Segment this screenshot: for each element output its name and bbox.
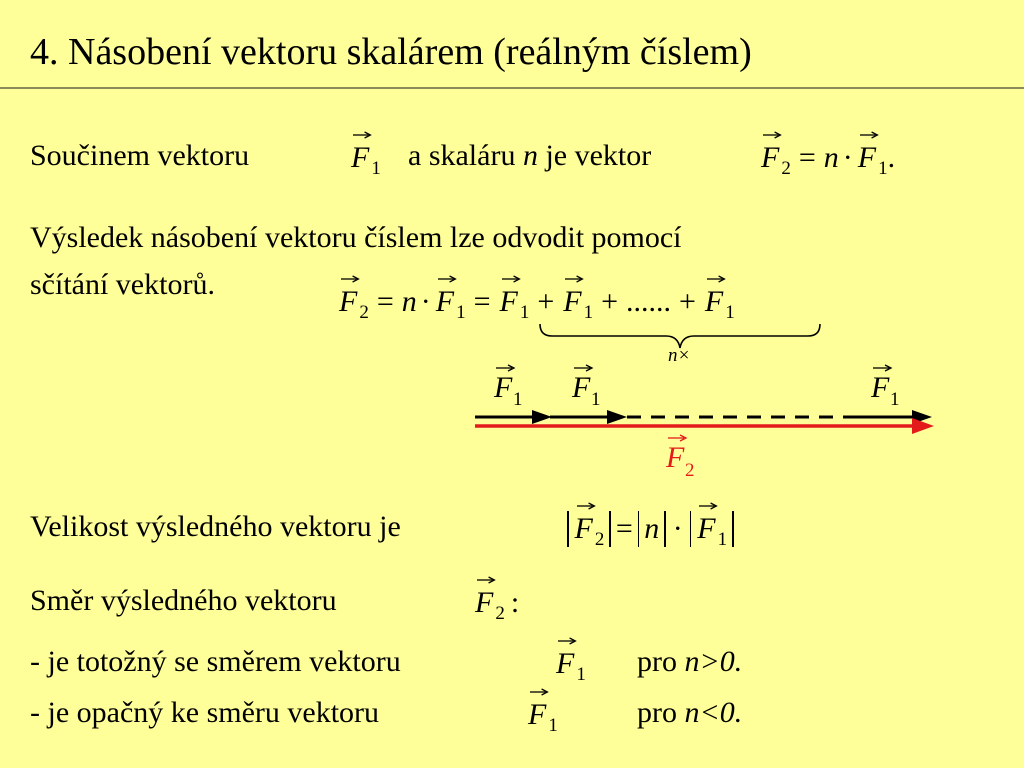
svg-text:2: 2 [685,460,695,481]
page-title: 4. Násobení vektoru skalárem (reálným číslem) [30,31,752,73]
line1-text-a: Součinem vektoru [30,139,250,172]
diagram-label-f1-a [493,365,523,410]
svg-text:F: F [572,371,591,404]
vector-arrow-icon [341,273,360,283]
svg-text:1: 1 [890,389,900,410]
direction-opposite-text: - je opačný ke směru vektoru [30,696,380,729]
svg-text:F: F [494,371,513,404]
vector-arrow-icon [530,686,549,696]
magnitude-text: Velikost výsledného vektoru je [30,510,401,543]
line1-text-b: a skaláru n je vektor [408,139,652,172]
vector-arrow-icon [477,574,496,584]
title-divider [0,87,1024,89]
diagram-label-f1-b [571,365,601,410]
equation-sum: F $_2$ = n · F $_1$ = F $_1$ + F $_1$ + ...... + F $_1$ [338,283,735,332]
vector-arrow-icon [707,273,726,283]
svg-text:1: 1 [591,389,601,410]
vector-f1: F $_1$ [350,139,381,188]
brace-label: n× [668,345,691,366]
vector-arrow-icon [438,273,457,283]
direction-text: Směr výsledného vektoru [30,584,337,617]
svg-text:F: F [666,441,685,474]
svg-text:1: 1 [513,389,523,410]
vector-arrow-icon [577,500,596,510]
vector-arrow-icon [565,273,584,283]
vector-arrow-icon [699,500,718,510]
equation-f2-def: F $_2$ = n · F $_1$. [760,139,895,188]
vector-arrow-icon [502,273,521,283]
svg-text:F: F [871,371,890,404]
equation-magnitude: F $_2$ = n · F $_1$ [562,510,739,559]
condition-negative: pro n<0. [637,696,743,729]
vector-f1-opposite: F $_1$ [527,696,558,745]
vector-diagram [460,355,950,495]
vector-symbol: F [350,139,370,177]
diagram-label-f1-c [870,365,900,410]
vector-arrow-icon [558,635,577,645]
condition-positive: pro n>0. [637,645,743,678]
vector-arrow-icon [860,129,879,139]
diagram-label-f2 [665,435,695,481]
vector-f2: F $_2$ : [474,584,519,633]
direction-same-text: - je totožný se směrem vektoru [30,645,401,678]
line3-text: sčítání vektorů. [30,268,215,301]
line2-text: Výsledek násobení vektoru číslem lze odvodit pomocí [30,221,682,254]
vector-arrow-icon [763,129,782,139]
vector-arrow-icon [353,129,372,139]
vector-f1-same: F $_1$ [555,645,586,694]
